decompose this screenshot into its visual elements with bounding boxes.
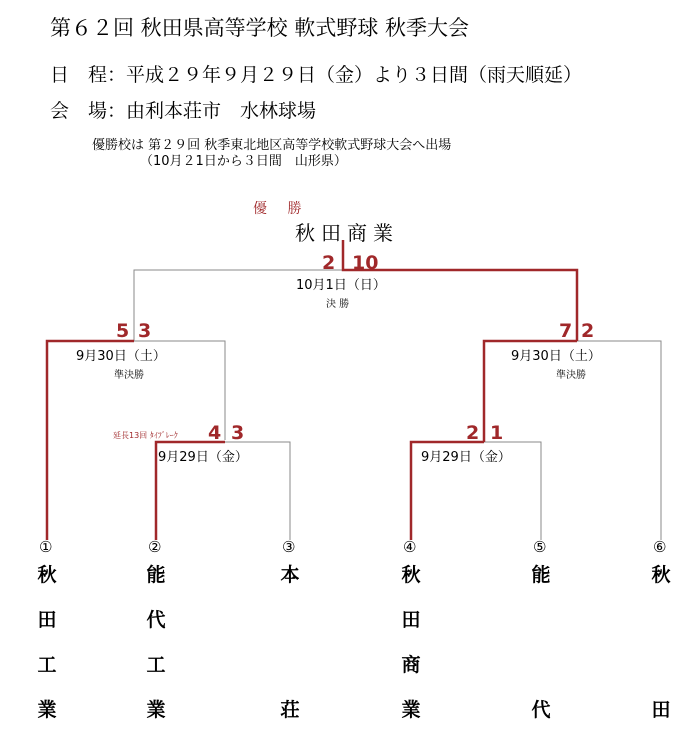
team-5-name [526, 564, 556, 744]
qf-left-score-right: 3 [231, 422, 245, 444]
final-date: 10月1日（日） [296, 278, 386, 293]
team-6-char [646, 654, 676, 699]
sf-left-score-left: 5 [116, 320, 130, 342]
team-5-char [526, 609, 556, 654]
team-4-char: 商 [401, 654, 421, 676]
note-line-2: （10月２1日から３日間 山形県） [140, 154, 347, 169]
team-6-char: 田 [651, 699, 671, 721]
team-1-char: 秋 [37, 564, 57, 586]
seed-4: ④ [403, 538, 417, 556]
team-5-char: 能 [531, 564, 551, 586]
schedule-label: 日 程： [50, 64, 127, 86]
team-3-name [275, 564, 305, 744]
team-3-char [275, 654, 305, 699]
sf-right-score-right: 2 [581, 320, 595, 342]
team-1-char: 業 [37, 699, 57, 721]
seed-2: ② [148, 538, 162, 556]
loss-lines [134, 270, 661, 540]
team-5-char: 代 [531, 699, 551, 721]
sf-right-date: 9月30日（土） [511, 349, 601, 364]
venue-value: 由利本荘市 水林球場 [126, 100, 317, 122]
team-3-char: 荘 [280, 699, 300, 721]
qf-right-score-left: 2 [466, 422, 480, 444]
qf-left-note: 延長13回 ﾀｲﾌﾞﾚｰｸ [113, 431, 178, 440]
team-6-char [646, 609, 676, 654]
team-2-char: 業 [146, 699, 166, 721]
sf-right-loss [577, 341, 661, 540]
team-2-name [141, 564, 171, 744]
venue-label: 会 場： [50, 100, 127, 122]
qf-right-date: 9月29日（金） [421, 450, 511, 465]
qf-left-date: 9月29日（金） [158, 450, 248, 465]
team-6-char: 秋 [651, 564, 671, 586]
champion-name: 秋田商業 [295, 221, 399, 245]
sf-right-score-left: 7 [559, 320, 573, 342]
team-4-name [396, 564, 426, 744]
team-4-char: 秋 [401, 564, 421, 586]
team-3-char: 本 [280, 564, 300, 586]
winner-label: 優 勝 [253, 201, 310, 217]
team-6-name [646, 564, 676, 744]
sf-left-score-right: 3 [138, 320, 152, 342]
team-5-char [526, 654, 556, 699]
team-1-name [32, 564, 62, 744]
sf-left-date: 9月30日（土） [76, 349, 166, 364]
seed-5: ⑤ [533, 538, 547, 556]
schedule-value: 平成２９年９月２９日（金）より３日間（雨天順延） [126, 64, 583, 86]
team-4-char: 田 [401, 609, 421, 631]
team-3-char [275, 609, 305, 654]
page-title: 第６２回 秋田県高等学校 軟式野球 秋季大会 [50, 16, 470, 40]
team-2-char: 能 [146, 564, 166, 586]
team-2-char: 代 [146, 609, 166, 631]
seed-3: ③ [282, 538, 296, 556]
team-1-char: 工 [37, 654, 57, 676]
qf-right-score-right: 1 [490, 422, 504, 444]
final-score-left: 2 [322, 252, 336, 274]
team-4-char: 業 [401, 699, 421, 721]
qf-left-score-left: 4 [208, 422, 222, 444]
note-line-1: 優勝校は 第２９回 秋季東北地区高等学校軟式野球大会へ出場 [92, 138, 452, 153]
final-round: 決 勝 [326, 299, 350, 310]
sf-left-round: 準決勝 [114, 370, 144, 381]
final-score-right: 10 [352, 252, 379, 274]
sf-right-round: 準決勝 [556, 370, 586, 381]
seed-1: ① [39, 538, 53, 556]
team-2-char: 工 [146, 654, 166, 676]
seed-6: ⑥ [653, 538, 667, 556]
team-1-char: 田 [37, 609, 57, 631]
